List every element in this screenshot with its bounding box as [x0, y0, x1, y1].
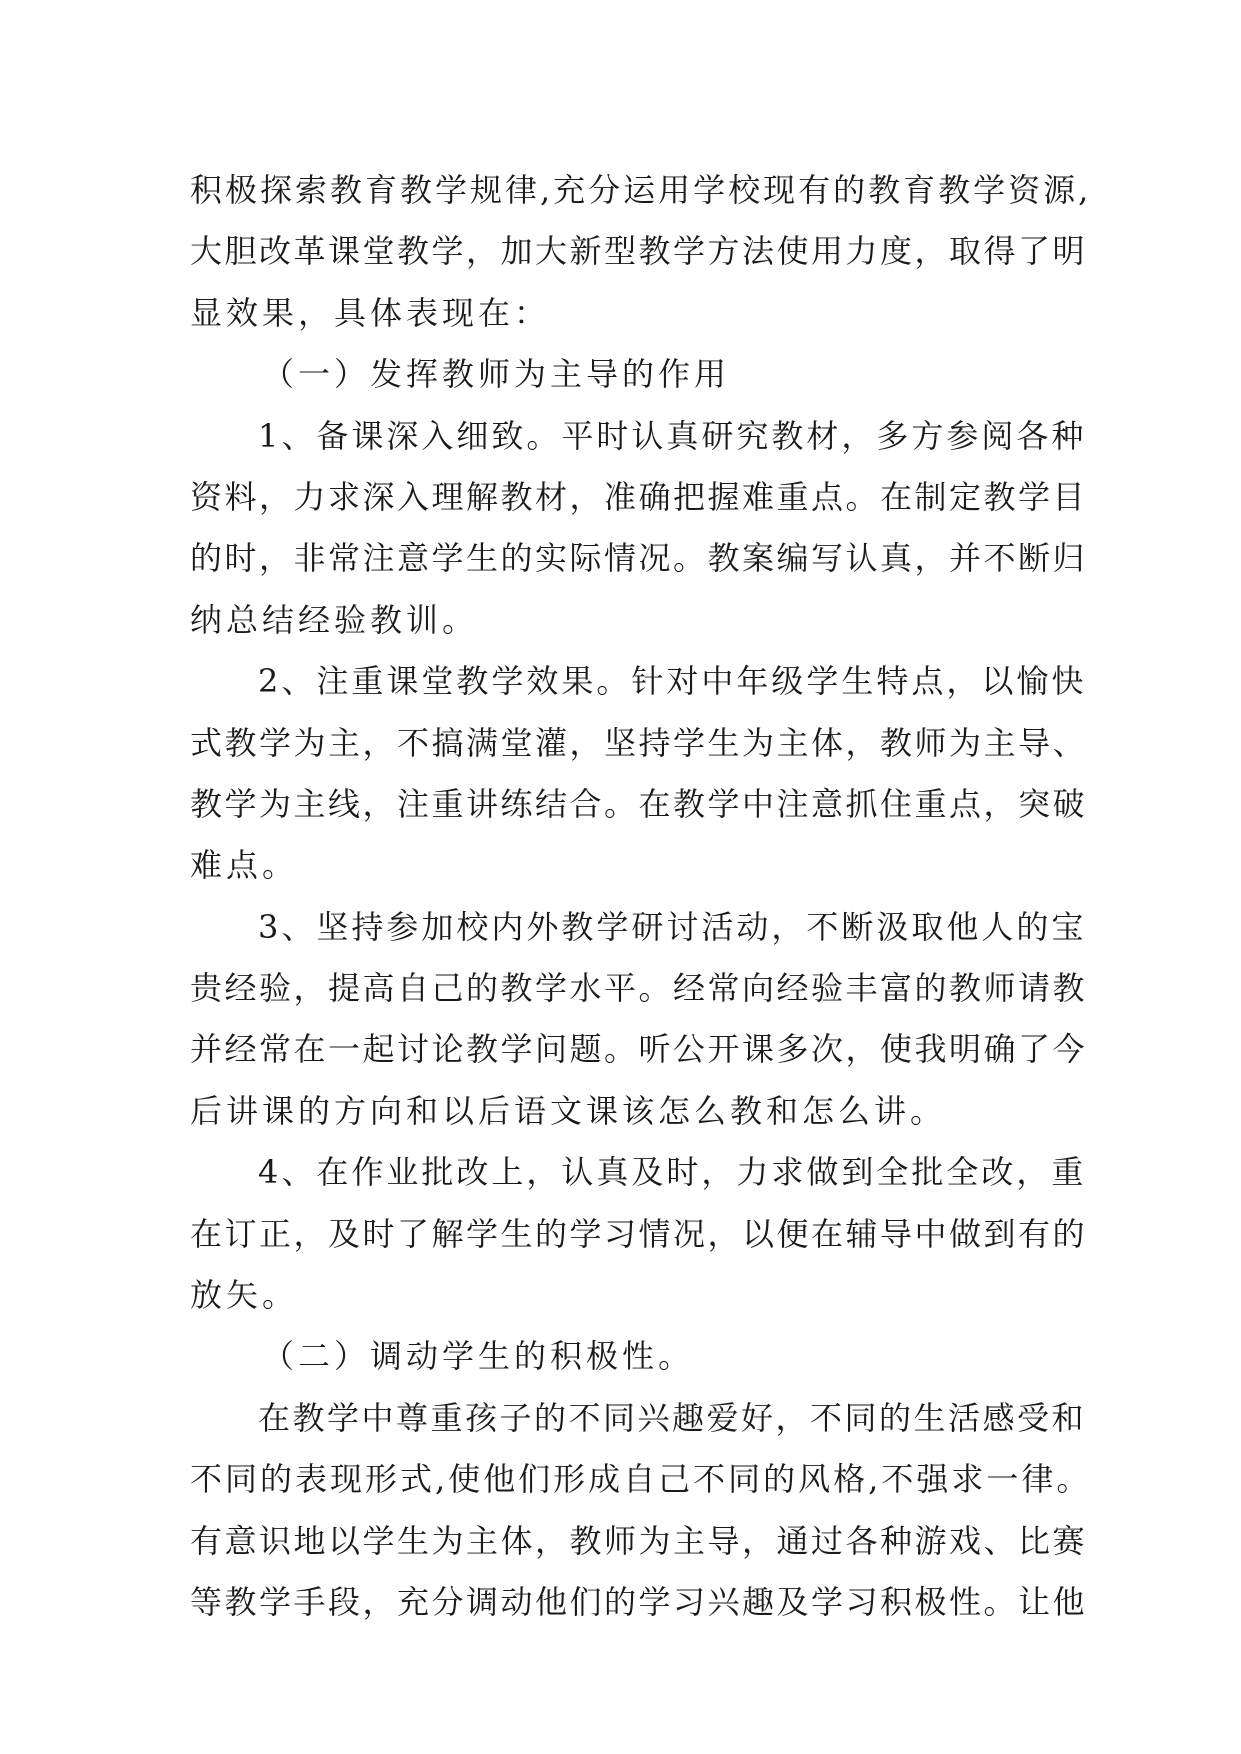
- text-line: 3、坚持参加校内外教学研讨活动，不断汲取他人的宝: [258, 907, 1087, 946]
- text-line: 有意识地以学生为主体，教师为主导，通过各种游戏、比赛: [190, 1521, 1088, 1560]
- text-line: 2、注重课堂教学效果。针对中年级学生特点，以愉快: [258, 662, 1087, 701]
- section-heading: （二）调动学生的积极性。: [262, 1337, 695, 1376]
- text-line: 1、备课深入细致。平时认真研究教材，多方参阅各种: [258, 416, 1087, 455]
- text-line: 等教学手段，充分调动他们的学习兴趣及学习积极性。让他: [190, 1582, 1088, 1621]
- document-body: [190, 160, 1095, 1633]
- text-line: 的时，非常注意学生的实际情况。教案编写认真，并不断归: [190, 539, 1088, 578]
- text-line: 贵经验，提高自己的教学水平。经常向经验丰富的教师请教: [190, 969, 1088, 1008]
- text-line: 不同的表现形式,使他们形成自己不同的风格,不强求一律。: [190, 1460, 1092, 1499]
- text-line: 4、在作业批改上，认真及时，力求做到全批全改，重: [258, 1153, 1087, 1192]
- text-line: 在教学中尊重孩子的不同兴趣爱好，不同的生活感受和: [258, 1398, 1087, 1437]
- section-heading: （一）发挥教师为主导的作用: [262, 355, 731, 394]
- text-line: 放矢。: [190, 1276, 299, 1315]
- text-line: 难点。: [190, 846, 299, 885]
- text-line: 并经常在一起讨论教学问题。听公开课多次，使我明确了今: [190, 1030, 1088, 1069]
- text-line: 式教学为主，不搞满堂灌，坚持学生为主体，教师为主导、: [190, 723, 1088, 762]
- text-line: 后讲课的方向和以后语文课该怎么教和怎么讲。: [190, 1091, 947, 1130]
- text-line: 在订正，及时了解学生的学习情况，以便在辅导中做到有的: [190, 1214, 1088, 1253]
- text-line: 资料，力求深入理解教材，准确把握难重点。在制定教学目: [190, 477, 1088, 516]
- text-line: 纳总结经验教训。: [190, 600, 479, 639]
- text-line: 显效果，具体表现在：: [190, 293, 551, 332]
- text-line: 大胆改革课堂教学，加大新型教学方法使用力度，取得了明: [190, 232, 1088, 271]
- text-line: 教学为主线，注重讲练结合。在教学中注意抓住重点，突破: [190, 784, 1088, 823]
- text-line: 积极探索教育教学规律,充分运用学校现有的教育教学资源,: [190, 171, 1092, 209]
